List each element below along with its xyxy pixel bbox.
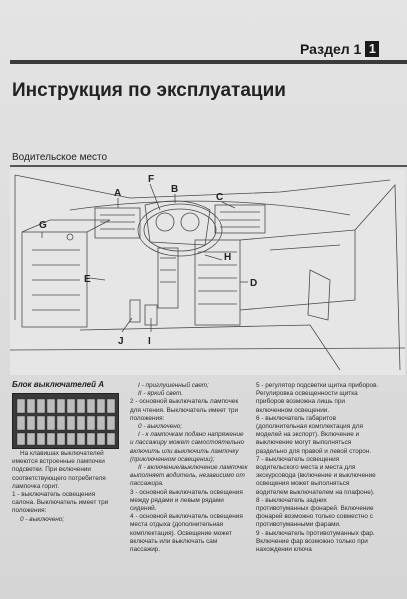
col2-para: I - приглушенный свет; xyxy=(138,382,209,389)
page-title: Инструкция по эксплуатации xyxy=(12,80,286,101)
switch-block-photo xyxy=(12,393,119,449)
col2-para: II - яркий свет. xyxy=(138,390,183,398)
section-title: Водительское место xyxy=(12,152,108,163)
block-a-title: Блок выключателей А xyxy=(12,380,104,389)
col3-para: 5 - регулятор подсветки щитка приборов. Регулировка освещенности щитка приборов возможна лишь при включенном освещении. xyxy=(256,382,379,414)
diagram-label-b: B xyxy=(171,184,179,195)
section-label: Раздел 1 xyxy=(300,41,362,57)
col1-para: На клавишах выключателей имеются встроенные лампочки подсветки. При включении соответствующего потребителя лампочка горит. xyxy=(12,450,106,490)
text-column-2 xyxy=(130,382,248,554)
diagram-label-j: J xyxy=(118,336,124,347)
section-header xyxy=(300,41,379,57)
col2-para: I - к лампочкам подано напряжение и пассажиру может самостоятельно включить или выключить лампочку (приключенном освещении); xyxy=(130,431,245,463)
col2-para: 0 - выключено; xyxy=(138,423,183,431)
diagram-label-g: G xyxy=(39,220,47,231)
diagram-label-e: E xyxy=(84,274,91,285)
col3-para: 6 - выключатель габаритов (дополнительная комплектация для моделей на экспорт). Включение и выключение могут выполняться раздельно для правой и левой сторон. xyxy=(256,414,372,455)
text-column-3 xyxy=(256,382,380,554)
col2-para: II - включение/выключение лампочек выполняет водитель, независимо от пассажира. xyxy=(130,464,248,488)
col1-para: 0 - выключено; xyxy=(20,515,65,523)
section-rule xyxy=(10,165,407,167)
faint-running-header xyxy=(20,8,290,18)
col2-para: 4 - основной выключатель освещения места отдыха (дополнительная комплектация). Освещение может включать или выключать сам пассажир. xyxy=(130,513,243,554)
col2-para: 3 - основной выключатель освещения между рядами и левым рядами сидений. xyxy=(130,488,243,513)
header-rule xyxy=(10,60,407,64)
col3-para: 7 - выключатель освещения водительского места и места для экскурсовода (включение и выключение освещения может выполняться водителем выключателем на плафоне). xyxy=(256,455,376,496)
diagram-label-c: C xyxy=(216,192,224,203)
col3-para: 8 - выключатель задних противотуманных фонарей. Включение фонарей возможно только совместно с противотуманными фарами. xyxy=(256,496,374,529)
diagram-label-d: D xyxy=(250,278,258,289)
diagram-label-h: H xyxy=(224,252,232,263)
diagram-label-i: I xyxy=(148,336,151,347)
col2-para: 2 - основной выключатель лампочек для чтения. Выключатель имеет три положения: xyxy=(130,398,239,422)
diagram-label-f: F xyxy=(148,174,155,185)
col1-para: 1 - выключатель освещения салона. Выключатель имеет три положения: xyxy=(12,491,109,515)
diagram-label-a: A xyxy=(114,188,122,199)
text-column-1 xyxy=(12,450,118,524)
section-number-badge: 1 xyxy=(365,41,379,57)
col3-para: 9 - выключатель противотуманных фар. Включение фар возможно только при нахождении ключа xyxy=(256,529,375,554)
driver-cockpit-diagram xyxy=(10,170,405,375)
